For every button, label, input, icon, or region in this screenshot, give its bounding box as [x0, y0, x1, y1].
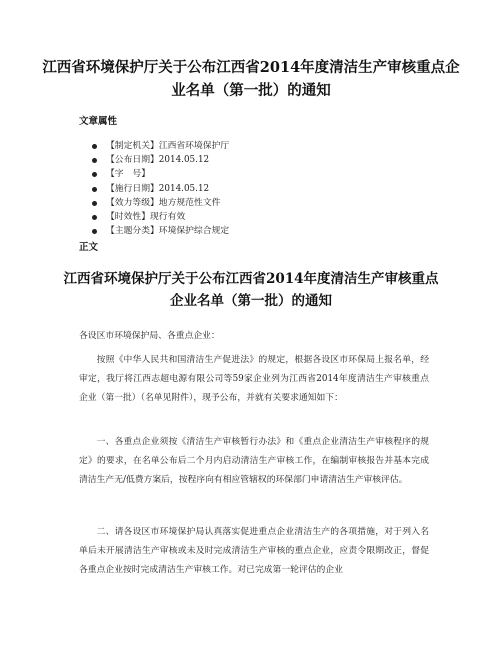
- attribute-item: 【效力等级】地方规范性文件: [92, 196, 229, 210]
- attribute-item: 【字 号】: [92, 167, 229, 181]
- body-paragraph: 按照《中华人民共和国清洁生产促进法》的规定，根据各设区市环保局上报名单，经审定，我厅将江西志超电源有限公司等59家企业列为江西省2014年度清洁生产审核重点企业（第一批）（名单见附件），现予公布，并就有关要求通知如下：: [79, 355, 429, 404]
- bullet-icon: [92, 201, 97, 206]
- page-title: 江西省环境保护厅关于公布江西省2014年度清洁生产审核重点企业名单（第一批）的通知: [42, 59, 460, 99]
- body-paragraph: 一、各重点企业须按《清洁生产审核暂行办法》和《重点企业清洁生产审核程序的规定》的要求，在名单公布后二个月内启动清洁生产审核工作，在编制审核报告并基本完成清洁生产无/低费方案后，按程序向有相应管辖权的环保部门申请清洁生产审核评估。: [79, 437, 429, 486]
- body-heading: 正文: [79, 242, 99, 253]
- body-title: 江西省环境保护厅关于公布江西省2014年度清洁生产审核重点企业名单（第一批）的通知: [63, 271, 439, 309]
- bullet-icon: [92, 172, 97, 177]
- bullet-icon: [92, 187, 97, 192]
- bullet-icon: [92, 144, 97, 149]
- attributes-list: [92, 139, 229, 238]
- bullet-icon: [92, 158, 97, 163]
- bullet-icon: [92, 229, 97, 234]
- attribute-item: 【施行日期】2014.05.12: [92, 182, 229, 196]
- attributes-heading: 文章属性: [79, 116, 118, 127]
- attribute-item: 【时效性】现行有效: [92, 210, 229, 224]
- addressee: 各设区市环境保护局、各重点企业：: [79, 331, 220, 341]
- bullet-icon: [92, 215, 97, 220]
- attribute-item: 【制定机关】江西省环境保护厅: [92, 139, 229, 153]
- body-paragraph: 二、请各设区市环境保护局认真落实促进重点企业清洁生产的各项措施，对于列入名单后未开展清洁生产审核或未及时完成清洁生产审核的重点企业，应责令限期改正，督促各重点企业按时完成清洁生产审核工作。对已完成第一轮评估的企业: [79, 527, 429, 576]
- attribute-item: 【公布日期】2014.05.12: [92, 153, 229, 167]
- attribute-item: 【主题分类】环境保护综合规定: [92, 224, 229, 238]
